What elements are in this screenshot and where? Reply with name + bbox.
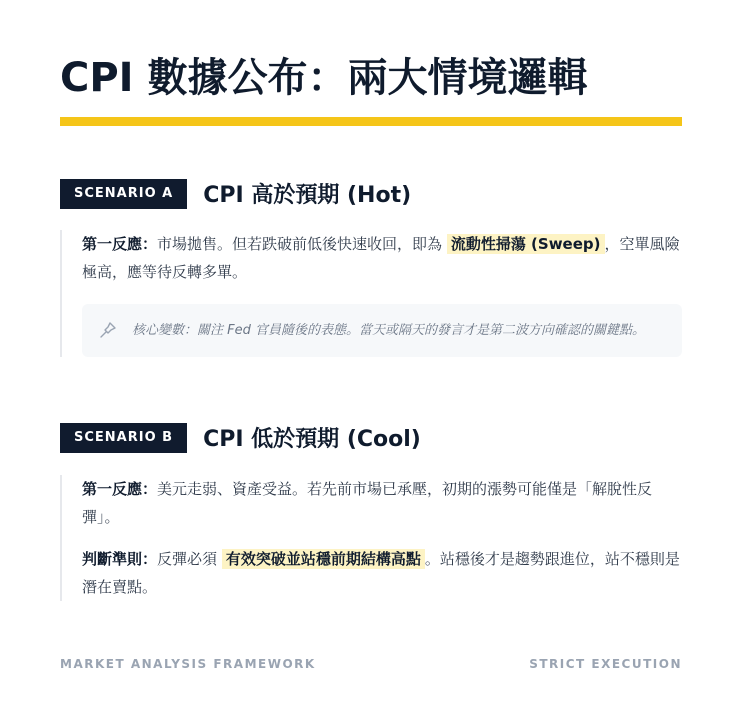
core-variable-note	[82, 304, 682, 357]
scenario-b-first-reaction	[82, 475, 682, 531]
first-reaction-text: 美元走弱、資產受益。若先前市場已承壓，初期的漲勢可能僅是「解脫性反彈」。	[82, 480, 653, 526]
page-title: CPI 數據公布：兩大情境邏輯	[60, 55, 588, 101]
scenario-b-header	[60, 422, 421, 453]
footer-right: STRICT EXECUTION	[529, 657, 682, 671]
first-reaction-text: 市場拋售。但若跌破前低後快速收回，即為	[157, 235, 443, 253]
first-reaction-label: 第一反應：	[82, 480, 158, 498]
scenario-a-first-reaction	[82, 230, 682, 286]
criteria-text-end: 。站穩後才是趨勢跟進位，站不穩則是潛在賣點。	[82, 550, 680, 596]
scenario-b-content	[60, 475, 682, 601]
scenario-a-header	[60, 178, 411, 209]
criteria-label: 判斷準則：	[82, 550, 158, 568]
footer-left: MARKET ANALYSIS FRAMEWORK	[60, 657, 316, 671]
scenario-a-tag: SCENARIO A	[60, 179, 187, 209]
sweep-highlight: 流動性掃蕩 (Sweep)	[447, 234, 605, 254]
title-underline	[60, 117, 682, 126]
note-text: 核心變數：關注 Fed 官員隨後的表態。當天或隔天的發言才是第二波方向確認的關鍵點。	[132, 323, 645, 338]
first-reaction-label: 第一反應：	[82, 235, 158, 253]
criteria-text: 反彈必須	[157, 550, 218, 568]
scenario-a-heading: CPI 高於預期 (Hot)	[203, 183, 412, 208]
scenario-b-tag: SCENARIO B	[60, 423, 187, 453]
scenario-a-content	[60, 230, 682, 357]
first-reaction-text-end: ，空單風險極高，應等待反轉多單。	[82, 235, 680, 281]
scenario-b-heading: CPI 低於預期 (Cool)	[203, 427, 421, 452]
breakout-highlight: 有效突破並站穩前期結構高點	[222, 549, 425, 569]
scenario-b-criteria	[82, 545, 682, 601]
pin-icon	[98, 320, 118, 340]
